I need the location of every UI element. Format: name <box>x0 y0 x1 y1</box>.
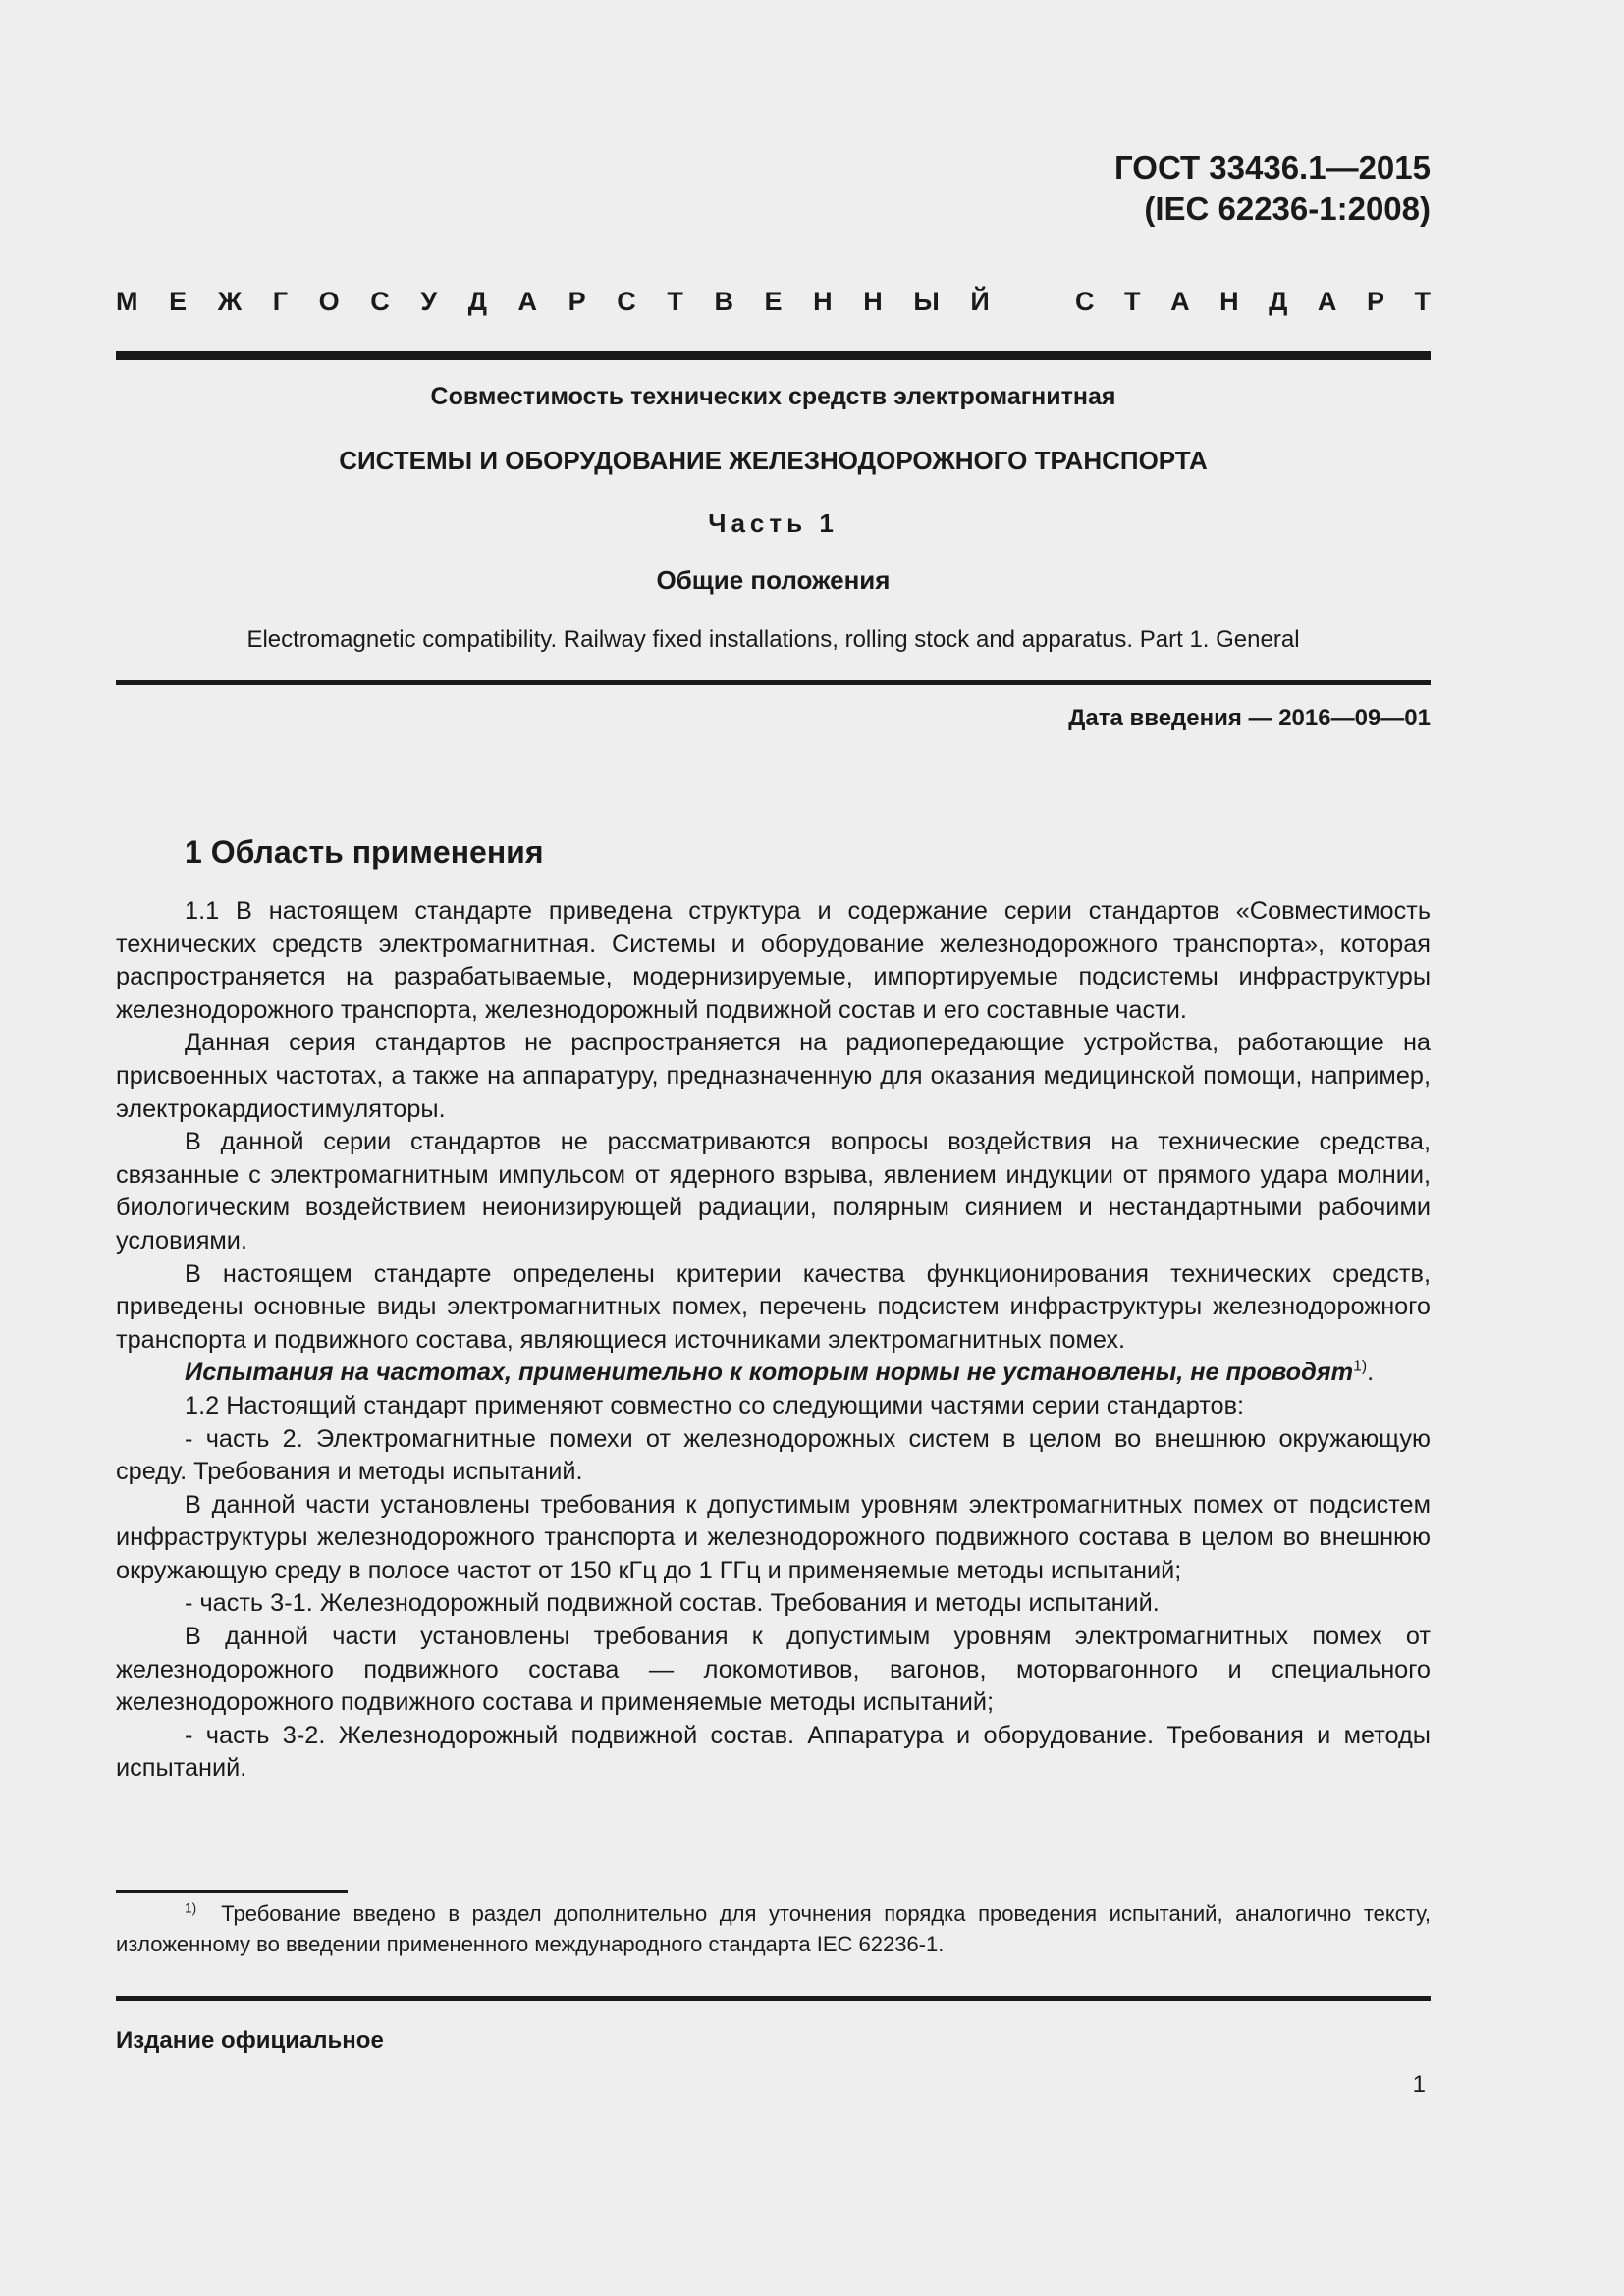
banner-letter: С <box>617 287 636 316</box>
banner-letter: В <box>714 287 733 316</box>
part-label: Часть 1 <box>708 508 839 538</box>
emphasis-end: . <box>1367 1359 1375 1387</box>
title-line-1: Совместимость технических средств электромагнитная <box>430 383 1116 410</box>
edition-label: Издание официальное <box>116 2027 384 2054</box>
paragraph: 1.1 В настоящем стандарте приведена структура и содержание серии стандартов «Совместимость технических средств электромагнитная. Системы и оборудование железнодорожного транспорта», которая распространяется на разрабатываемые, модернизируемые, импортируемые подсистемы инфраструктуры железнодорожного транспорта, железнодорожный подвижной состав и его составные части. <box>116 897 1431 1024</box>
banner-letter: А <box>517 287 538 316</box>
title-line-2: СИСТЕМЫ И ОБОРУДОВАНИЕ ЖЕЛЕЗНОДОРОЖНОГО ТРАНСПОРТА <box>339 446 1208 475</box>
banner-letter: Й <box>970 287 990 316</box>
gost-number: ГОСТ 33436.1—2015 <box>1114 149 1431 186</box>
list-item: - часть 3-1. Железнодорожный подвижной состав. Требования и методы испытаний. <box>185 1589 1160 1618</box>
english-title: Electromagnetic compatibility. Railway fixed installations, rolling stock and apparatus. Part 1. General <box>246 626 1300 653</box>
footnote-reference: 1) <box>1353 1358 1368 1375</box>
banner-letter: Р <box>568 287 586 316</box>
banner-letter: С <box>1075 287 1095 316</box>
banner-letter: Р <box>1366 287 1384 316</box>
footnote-text: Требование введено в раздел дополнительно для уточнения порядка проведения испытаний, аналогично тексту, изложенному во введении примененного международного стандарта IEC 62236-1. <box>116 1901 1431 1956</box>
section-heading: 1 Область применения <box>185 834 544 870</box>
paragraph: В данной части установлены требования к допустимым уровням электромагнитных помех от железнодорожного подвижного состава — локомотивов, вагонов, моторвагонного и специального железнодорожного подвижного состава и применяемые методы испытаний; <box>116 1623 1431 1717</box>
banner-word-standard <box>1075 287 1431 317</box>
banner-letter: Ж <box>217 287 243 316</box>
subtitle: Общие положения <box>656 565 891 595</box>
banner-letter: Т <box>667 287 683 316</box>
paragraph: 1.2 Настоящий стандарт применяют совместно со следующими частями серии стандартов: <box>185 1391 1245 1419</box>
banner-letter: Н <box>863 287 883 316</box>
top-rule <box>116 351 1431 360</box>
footnote-separator <box>116 1890 348 1893</box>
banner-letter: О <box>318 287 340 316</box>
page-number: 1 <box>1412 2071 1426 2098</box>
banner-letter: М <box>116 287 138 316</box>
paragraph: В данной части установлены требования к допустимым уровням электромагнитных помех от подсистем инфраструктуры железнодорожного транспорта и железнодорожного подвижного состава в целом во внешнюю окружающую среду в полосе частот от 150 кГц до 1 ГГц и применяемые методы испытаний; <box>116 1490 1431 1584</box>
banner-letter: Д <box>1269 287 1288 316</box>
banner-letter: Ы <box>913 287 940 316</box>
iec-number: (IEC 62236-1:2008) <box>1144 190 1431 227</box>
paragraph: В данной серии стандартов не рассматриваются вопросы воздействия на технические средства, связанные с электромагнитным импульсом от ядерного взрыва, явлением индукции от прямого удара молнии, биологическим воздействием неионизирующей радиации, полярным сиянием и нестандартными рабочими условиями. <box>116 1128 1431 1255</box>
emphasis-text: Испытания на частотах, применительно к которым нормы не установлены, не проводят <box>185 1359 1354 1387</box>
body-text <box>116 895 1431 1786</box>
paragraph: Данная серия стандартов не распространяется на радиопередающие устройства, работающие на присвоенных частотах, а также на аппаратуру, предназначенную для оказания медицинской помощи, например, электрокардиостимуляторы. <box>116 1029 1431 1123</box>
footnote <box>116 1898 1431 1959</box>
footer-rule <box>116 1996 1431 2001</box>
banner-letter: Е <box>169 287 188 316</box>
paragraph-emphasis <box>116 1357 1431 1390</box>
banner-letter: А <box>1317 287 1337 316</box>
banner-letter: Н <box>813 287 833 316</box>
banner-letter: Т <box>1414 287 1431 316</box>
footnote-mark: 1) <box>185 1900 197 1916</box>
banner-letter: С <box>370 287 390 316</box>
interstate-standard-banner <box>116 287 1431 322</box>
banner-letter: Д <box>467 287 487 316</box>
list-item: - часть 2. Электромагнитные помехи от железнодорожных систем в целом во внешнюю окружающую среду. Требования и методы испытаний. <box>116 1424 1431 1486</box>
banner-letter: Н <box>1219 287 1239 316</box>
banner-letter: Е <box>764 287 783 316</box>
document-identifier <box>1114 147 1431 230</box>
paragraph: В настоящем стандарте определены критерии качества функционирования технических средств, приведены основные виды электромагнитных помех, перечень подсистем инфраструктуры железнодорожного транспорта и подвижного состава, являющиеся источниками электромагнитных помех. <box>116 1259 1431 1354</box>
banner-letter: А <box>1170 287 1190 316</box>
list-item: - часть 3-2. Железнодорожный подвижной состав. Аппаратура и оборудование. Требования и методы испытаний. <box>116 1721 1431 1783</box>
banner-letter: Г <box>272 287 289 316</box>
introduction-date: Дата введения — 2016—09—01 <box>1068 705 1431 731</box>
title-bottom-rule <box>116 680 1431 685</box>
banner-word-interstate <box>116 287 990 317</box>
banner-letter: Т <box>1124 287 1141 316</box>
banner-letter: У <box>420 287 438 316</box>
